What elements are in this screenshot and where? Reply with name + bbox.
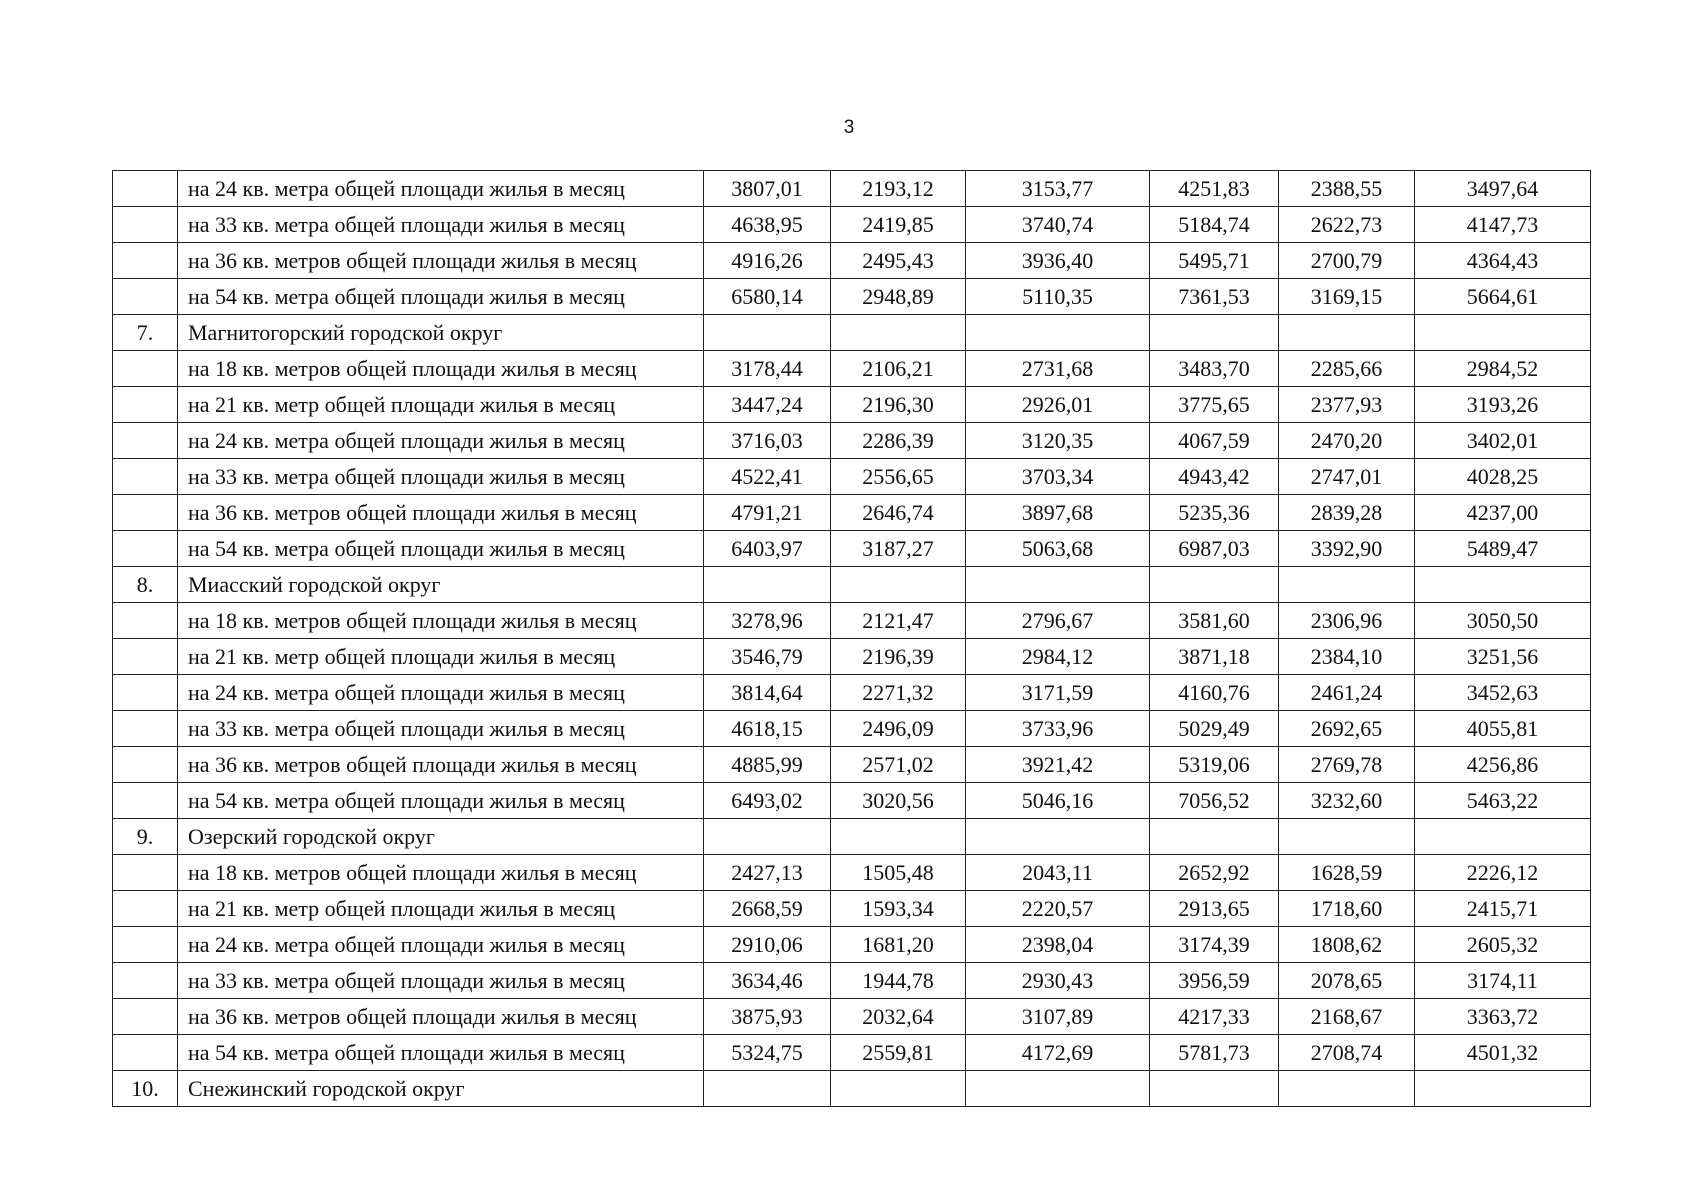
row-number [113,927,178,963]
value-cell: 1808,62 [1279,927,1415,963]
row-label: на 24 кв. метра общей площади жилья в месяц [178,171,704,207]
value-cell: 4256,86 [1415,747,1591,783]
value-cell [1415,819,1591,855]
value-cell [966,315,1150,351]
section-row [113,567,1591,603]
row-label: на 21 кв. метр общей площади жилья в месяц [178,639,704,675]
value-cell: 4172,69 [966,1035,1150,1071]
value-cell: 2926,01 [966,387,1150,423]
value-cell: 2984,12 [966,639,1150,675]
value-cell: 5319,06 [1150,747,1279,783]
value-cell [1415,315,1591,351]
value-cell: 6493,02 [704,783,831,819]
row-number [113,675,178,711]
value-cell: 2622,73 [1279,207,1415,243]
value-cell: 2496,09 [831,711,966,747]
value-cell: 2556,65 [831,459,966,495]
value-cell: 2605,32 [1415,927,1591,963]
value-cell: 4791,21 [704,495,831,531]
value-cell: 4916,26 [704,243,831,279]
value-cell: 2652,92 [1150,855,1279,891]
value-cell: 2796,67 [966,603,1150,639]
value-cell: 3956,59 [1150,963,1279,999]
value-cell: 3875,93 [704,999,831,1035]
value-cell: 3363,72 [1415,999,1591,1035]
tariff-table [112,170,1591,1107]
row-number [113,711,178,747]
table-row [113,171,1591,207]
district-name: Магнитогорский городской округ [178,315,704,351]
value-cell: 4885,99 [704,747,831,783]
table-row [113,531,1591,567]
value-cell: 2646,74 [831,495,966,531]
row-number [113,207,178,243]
value-cell [1415,567,1591,603]
value-cell [831,567,966,603]
row-label: на 36 кв. метров общей площади жилья в месяц [178,747,704,783]
value-cell: 4237,00 [1415,495,1591,531]
value-cell: 2285,66 [1279,351,1415,387]
value-cell: 3897,68 [966,495,1150,531]
value-cell [1150,315,1279,351]
value-cell [704,567,831,603]
value-cell [966,1071,1150,1107]
value-cell: 2271,32 [831,675,966,711]
value-cell: 3107,89 [966,999,1150,1035]
value-cell: 2106,21 [831,351,966,387]
row-number [113,531,178,567]
row-number [113,747,178,783]
section-row [113,819,1591,855]
value-cell: 5463,22 [1415,783,1591,819]
value-cell: 5046,16 [966,783,1150,819]
value-cell: 3251,56 [1415,639,1591,675]
row-label: на 36 кв. метров общей площади жилья в месяц [178,243,704,279]
value-cell: 7361,53 [1150,279,1279,315]
value-cell: 5184,74 [1150,207,1279,243]
row-number: 9. [113,819,178,855]
value-cell [1279,1071,1415,1107]
value-cell: 4251,83 [1150,171,1279,207]
value-cell [1150,567,1279,603]
district-name: Миасский городской округ [178,567,704,603]
row-label: на 54 кв. метра общей площади жилья в месяц [178,1035,704,1071]
value-cell: 4522,41 [704,459,831,495]
value-cell: 3716,03 [704,423,831,459]
table-body [113,171,1591,1107]
row-number [113,783,178,819]
row-number [113,999,178,1035]
value-cell: 5489,47 [1415,531,1591,567]
value-cell: 3921,42 [966,747,1150,783]
value-cell [966,567,1150,603]
row-label: на 36 кв. метров общей площади жилья в месяц [178,999,704,1035]
value-cell: 2043,11 [966,855,1150,891]
value-cell: 1718,60 [1279,891,1415,927]
value-cell: 1944,78 [831,963,966,999]
value-cell: 3402,01 [1415,423,1591,459]
value-cell: 2731,68 [966,351,1150,387]
value-cell: 3174,11 [1415,963,1591,999]
value-cell: 4217,33 [1150,999,1279,1035]
value-cell: 2930,43 [966,963,1150,999]
value-cell: 3447,24 [704,387,831,423]
row-number: 7. [113,315,178,351]
table-row [113,783,1591,819]
value-cell: 3581,60 [1150,603,1279,639]
row-number [113,423,178,459]
row-label: на 36 кв. метров общей площади жилья в месяц [178,495,704,531]
row-number [113,279,178,315]
value-cell: 3120,35 [966,423,1150,459]
value-cell: 3871,18 [1150,639,1279,675]
value-cell: 2121,47 [831,603,966,639]
value-cell: 3232,60 [1279,783,1415,819]
value-cell: 5110,35 [966,279,1150,315]
value-cell: 3733,96 [966,711,1150,747]
value-cell: 6403,97 [704,531,831,567]
value-cell: 3634,46 [704,963,831,999]
value-cell: 2286,39 [831,423,966,459]
value-cell: 2377,93 [1279,387,1415,423]
value-cell: 2913,65 [1150,891,1279,927]
value-cell: 3483,70 [1150,351,1279,387]
row-number [113,351,178,387]
value-cell: 3020,56 [831,783,966,819]
value-cell: 2427,13 [704,855,831,891]
value-cell: 2419,85 [831,207,966,243]
value-cell: 3278,96 [704,603,831,639]
row-label: на 54 кв. метра общей площади жилья в месяц [178,531,704,567]
value-cell: 1593,34 [831,891,966,927]
value-cell: 2032,64 [831,999,966,1035]
value-cell: 2220,57 [966,891,1150,927]
row-label: на 24 кв. метра общей площади жилья в месяц [178,927,704,963]
value-cell: 2415,71 [1415,891,1591,927]
value-cell: 2196,30 [831,387,966,423]
value-cell: 2078,65 [1279,963,1415,999]
row-label: на 21 кв. метр общей площади жилья в месяц [178,387,704,423]
row-number [113,243,178,279]
value-cell: 3153,77 [966,171,1150,207]
value-cell: 2461,24 [1279,675,1415,711]
value-cell: 2470,20 [1279,423,1415,459]
row-number [113,495,178,531]
value-cell: 2193,12 [831,171,966,207]
value-cell: 3775,65 [1150,387,1279,423]
value-cell: 6580,14 [704,279,831,315]
table-row [113,423,1591,459]
row-label: на 24 кв. метра общей площади жилья в месяц [178,675,704,711]
value-cell: 3193,26 [1415,387,1591,423]
value-cell: 3452,63 [1415,675,1591,711]
value-cell [831,1071,966,1107]
value-cell: 5781,73 [1150,1035,1279,1071]
value-cell: 3187,27 [831,531,966,567]
value-cell: 3814,64 [704,675,831,711]
value-cell: 2692,65 [1279,711,1415,747]
value-cell [1150,1071,1279,1107]
value-cell: 2384,10 [1279,639,1415,675]
value-cell [831,315,966,351]
value-cell: 5664,61 [1415,279,1591,315]
value-cell: 3703,34 [966,459,1150,495]
table-row [113,999,1591,1035]
row-number: 10. [113,1071,178,1107]
value-cell: 5029,49 [1150,711,1279,747]
row-label: на 33 кв. метра общей площади жилья в месяц [178,711,704,747]
value-cell: 3497,64 [1415,171,1591,207]
row-number [113,639,178,675]
value-cell: 5235,36 [1150,495,1279,531]
row-label: на 54 кв. метра общей площади жилья в месяц [178,279,704,315]
table-row [113,711,1591,747]
table-row [113,927,1591,963]
value-cell [704,315,831,351]
value-cell: 2571,02 [831,747,966,783]
value-cell: 1681,20 [831,927,966,963]
value-cell: 2196,39 [831,639,966,675]
row-number [113,387,178,423]
table-row [113,243,1591,279]
value-cell: 2668,59 [704,891,831,927]
value-cell: 3936,40 [966,243,1150,279]
value-cell: 6987,03 [1150,531,1279,567]
value-cell: 3171,59 [966,675,1150,711]
value-cell: 3169,15 [1279,279,1415,315]
row-label: на 33 кв. метра общей площади жилья в месяц [178,963,704,999]
row-number [113,855,178,891]
value-cell: 5324,75 [704,1035,831,1071]
page-number: 3 [843,117,855,138]
table-row [113,747,1591,783]
value-cell: 5495,71 [1150,243,1279,279]
value-cell: 3392,90 [1279,531,1415,567]
row-number: 8. [113,567,178,603]
table-row [113,351,1591,387]
table-row [113,387,1591,423]
value-cell: 2495,43 [831,243,966,279]
table-row [113,639,1591,675]
table-row [113,495,1591,531]
value-cell: 4364,43 [1415,243,1591,279]
district-name: Снежинский городской округ [178,1071,704,1107]
table-row [113,891,1591,927]
district-name: Озерский городской округ [178,819,704,855]
value-cell: 4055,81 [1415,711,1591,747]
value-cell: 4501,32 [1415,1035,1591,1071]
value-cell: 2398,04 [966,927,1150,963]
value-cell: 5063,68 [966,531,1150,567]
value-cell: 7056,52 [1150,783,1279,819]
value-cell: 4028,25 [1415,459,1591,495]
value-cell: 4618,15 [704,711,831,747]
value-cell: 3178,44 [704,351,831,387]
value-cell [831,819,966,855]
value-cell: 4638,95 [704,207,831,243]
value-cell: 1628,59 [1279,855,1415,891]
row-label: на 54 кв. метра общей площади жилья в месяц [178,783,704,819]
row-label: на 33 кв. метра общей площади жилья в месяц [178,207,704,243]
row-number [113,1035,178,1071]
table-row [113,207,1591,243]
section-row [113,315,1591,351]
value-cell [1150,819,1279,855]
value-cell: 3546,79 [704,639,831,675]
value-cell: 2910,06 [704,927,831,963]
value-cell: 2388,55 [1279,171,1415,207]
table-row [113,603,1591,639]
value-cell: 2559,81 [831,1035,966,1071]
row-number [113,963,178,999]
value-cell: 2168,67 [1279,999,1415,1035]
value-cell: 2708,74 [1279,1035,1415,1071]
value-cell: 3807,01 [704,171,831,207]
value-cell [966,819,1150,855]
value-cell [704,1071,831,1107]
value-cell [1415,1071,1591,1107]
section-row [113,1071,1591,1107]
table-row [113,963,1591,999]
row-number [113,171,178,207]
row-number [113,891,178,927]
table-row [113,855,1591,891]
value-cell: 3174,39 [1150,927,1279,963]
value-cell: 2769,78 [1279,747,1415,783]
value-cell [1279,567,1415,603]
value-cell: 2948,89 [831,279,966,315]
value-cell: 2984,52 [1415,351,1591,387]
row-number [113,459,178,495]
row-label: на 18 кв. метров общей площади жилья в месяц [178,351,704,387]
row-number [113,603,178,639]
value-cell [704,819,831,855]
value-cell: 2306,96 [1279,603,1415,639]
row-label: на 33 кв. метра общей площади жилья в месяц [178,459,704,495]
value-cell: 2226,12 [1415,855,1591,891]
value-cell [1279,819,1415,855]
value-cell: 2839,28 [1279,495,1415,531]
value-cell: 4160,76 [1150,675,1279,711]
value-cell: 2747,01 [1279,459,1415,495]
value-cell: 4147,73 [1415,207,1591,243]
table-row [113,459,1591,495]
value-cell: 3050,50 [1415,603,1591,639]
table-row [113,279,1591,315]
value-cell: 2700,79 [1279,243,1415,279]
row-label: на 18 кв. метров общей площади жилья в месяц [178,855,704,891]
row-label: на 21 кв. метр общей площади жилья в месяц [178,891,704,927]
value-cell: 1505,48 [831,855,966,891]
table-row [113,1035,1591,1071]
value-cell [1279,315,1415,351]
row-label: на 18 кв. метров общей площади жилья в месяц [178,603,704,639]
value-cell: 3740,74 [966,207,1150,243]
table-row [113,675,1591,711]
value-cell: 4943,42 [1150,459,1279,495]
row-label: на 24 кв. метра общей площади жилья в месяц [178,423,704,459]
value-cell: 4067,59 [1150,423,1279,459]
